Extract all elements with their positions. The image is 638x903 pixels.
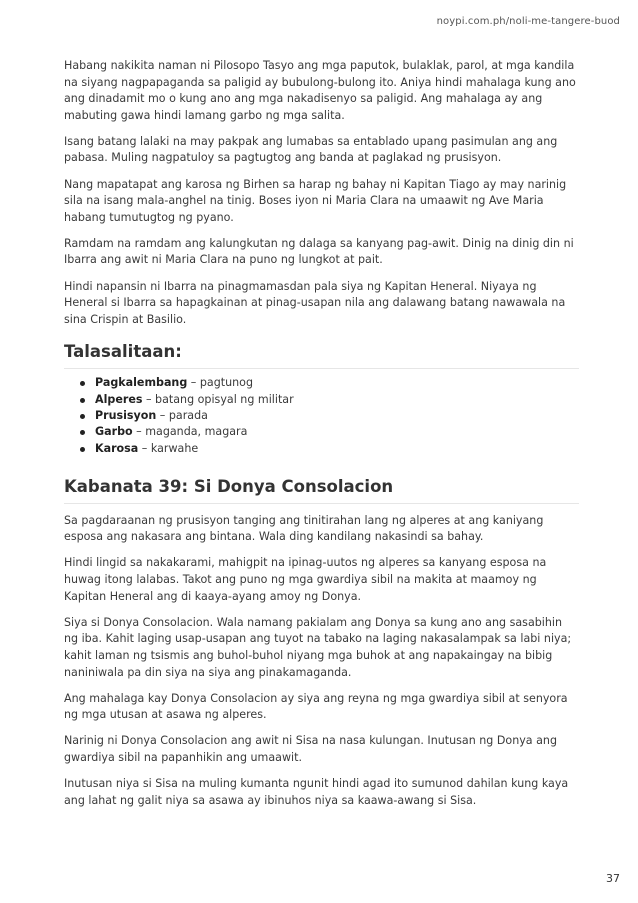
page-number: 37	[606, 872, 620, 885]
bullet-icon	[80, 414, 85, 419]
vocab-definition: – pagtunog	[187, 376, 254, 390]
vocabulary-list	[64, 375, 579, 456]
paragraph: Narinig ni Donya Consolacion ang awit ni Sisa na nasa kulungan. Inutusan ng Donya ang gwardiya sibil na papanhikin ang umaawit.	[64, 734, 557, 764]
vocab-term: Prusisyon	[95, 408, 157, 422]
vocab-definition: – karwahe	[138, 441, 199, 455]
bullet-icon	[80, 398, 85, 403]
bullet-icon	[80, 381, 85, 386]
chapter-heading: Kabanata 39: Si Donya Consolacion	[64, 477, 579, 504]
header-url: noypi.com.ph/noli-me-tangere-buod	[436, 16, 620, 27]
page-content	[64, 58, 579, 819]
paragraph: Hindi lingid sa nakakarami, mahigpit na ipinag-uutos ng alperes sa kanyang esposa na huwag itong lalabas. Takot ang puno ng mga gwardiya sibil na makita at maamoy ng Kapitan Heneral ang di kaaya-ayang amoy ng Donya.	[64, 556, 547, 603]
paragraph: Siya si Donya Consolacion. Wala namang pakialam ang Donya sa kung ano ang sasabihin ng iba. Kahit laging usap-usapan ang tuyot na tabako na laging nakasalampak sa labi niya; kahit laman ng tsismis ang buhol-buhol niyang mga buhok at ang napakaingay na bibig naniniwala pa din siya na siya ang pinakamaganda.	[64, 615, 572, 679]
paragraph: Ang mahalaga kay Donya Consolacion ay siya ang reyna ng mga gwardiya sibil at senyora ng mga utusan at asawa ng alperes.	[64, 691, 568, 722]
bullet-icon	[80, 447, 85, 452]
paragraph: Nang mapatapat ang karosa ng Birhen sa harap ng bahay ni Kapitan Tiago ay may narinig sila na isang mala-anghel na tinig. Boses iyon ni Maria Clara na umaawit ng Ave Maria habang tumutugtog ng pyano.	[64, 177, 567, 224]
bullet-icon	[80, 430, 85, 435]
vocabulary-heading: Talasalitaan:	[64, 342, 579, 369]
list-item	[77, 375, 579, 391]
paragraph: Inutusan niya si Sisa na muling kumanta ngunit hindi agad ito sumunod dahilan kung kaya ang lahat ng galit niya sa asawa ay ibinuhos niya sa kaawa-awang si Sisa.	[64, 777, 569, 807]
vocab-term: Pagkalembang	[95, 376, 188, 390]
vocab-term: Garbo	[95, 425, 133, 439]
list-item	[77, 392, 579, 408]
vocab-definition: – batang opisyal ng militar	[142, 392, 294, 406]
paragraph: Ramdam na ramdam ang kalungkutan ng dalaga sa kanyang pag-awit. Dinig na dinig din ni Ibarra ang awit ni Maria Clara na puno ng lungkot at pait.	[64, 236, 574, 267]
vocab-definition: – maganda, magara	[132, 425, 248, 439]
paragraph: Habang nakikita naman ni Pilosopo Tasyo ang mga paputok, bulaklak, parol, at mga kandila na siyang nagpapaganda sa paligid ay bubulong-bulong ito. Aniya hindi mahalaga kung ano ang dinadamit mo o kung ano ang mga nakadisenyo sa paligid. Ang mahalaga ay ang mabuting gawa hindi lamang garbo ng mga salita.	[64, 59, 576, 122]
paragraph: Hindi napansin ni Ibarra na pinagmamasdan pala siya ng Kapitan Heneral. Niyaya ng Heneral si Ibarra sa hapagkainan at pinag-usapan nila ang dalawang batang nawawala na sina Crispin at Basilio.	[64, 279, 566, 326]
list-item	[77, 408, 579, 424]
paragraph: Isang batang lalaki na may pakpak ang lumabas sa entablado upang pasimulan ang ang pabasa. Muling nagpatuloy sa pagtugtog ang banda at paglakad ng prusisyon.	[64, 134, 558, 165]
paragraph: Sa pagdaraanan ng prusisyon tanging ang tinitirahan lang ng alperes at ang kaniyang esposa ang nakasara ang bintana. Wala ding kandilang nakasindi sa bahay.	[64, 513, 544, 544]
vocab-definition: – parada	[156, 408, 208, 422]
vocab-term: Karosa	[95, 441, 139, 455]
vocab-term: Alperes	[95, 392, 143, 406]
list-item	[77, 441, 579, 457]
list-item	[77, 424, 579, 440]
